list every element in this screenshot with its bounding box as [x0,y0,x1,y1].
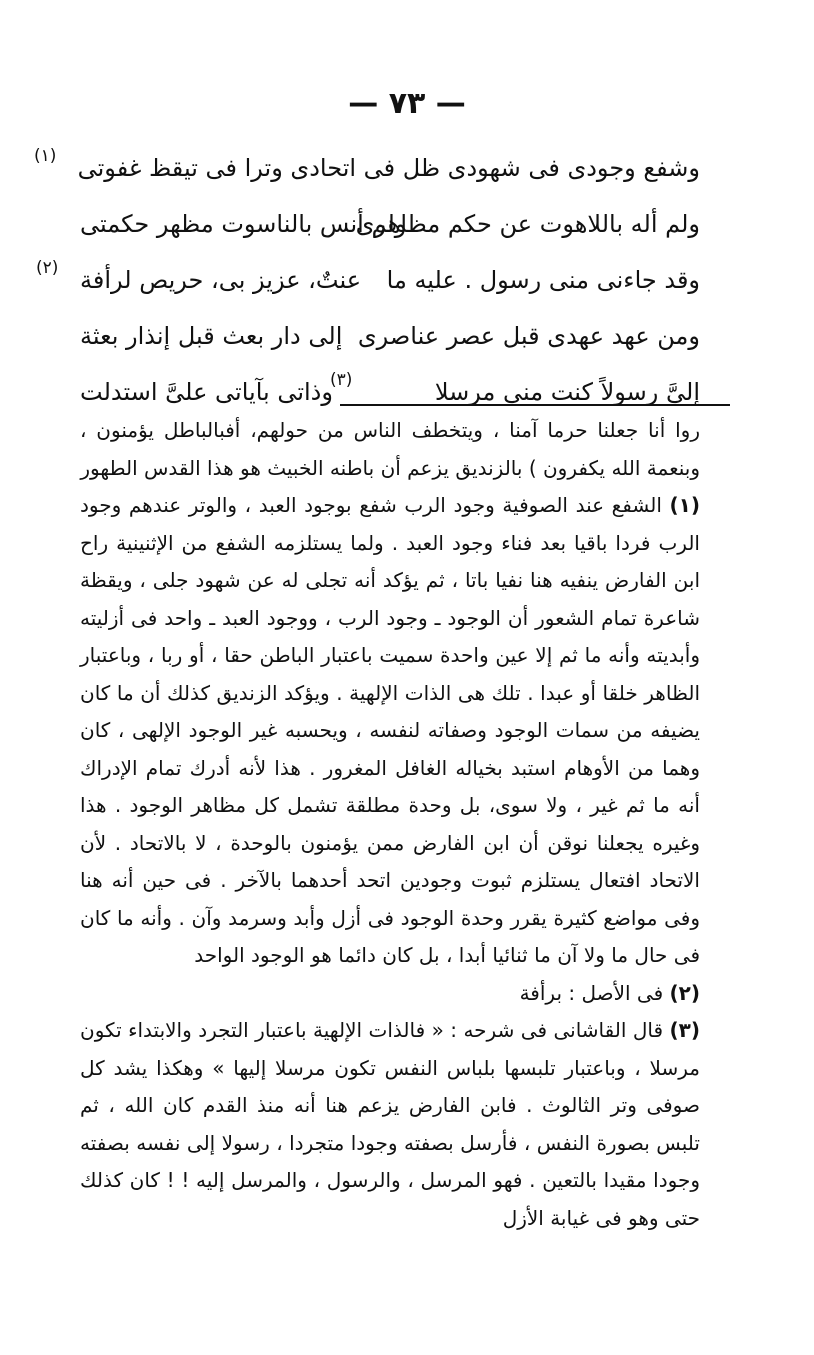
footnote-1 [80,487,700,975]
footnote-number: (٢) [669,980,700,1005]
verse-text: وشفع وجودى فى شهودى ظل فى اتحادى وترا فى تيقظ غفوتى [77,154,700,182]
verse-second-hemistich: إلى دار بعث قبل إنذار بعثة [80,322,343,350]
footnote-marker: (٣) [330,370,353,390]
footnote-number: (٣) [669,1018,700,1042]
verse-second-hemistich: ولم أنس بالناسوت مظهر حكمتى [80,210,407,238]
footnotes [80,412,700,1237]
verse-line [80,204,700,260]
verse-second-hemistich: وذاتى بآياتى علىَّ استدلت [80,378,333,406]
verse-line [34,146,700,204]
verse-first-hemistich: ومن عهد عهدى قبل عصر عناصرى [357,322,700,350]
footnote-text: الشفع عند الصوفية وجود الرب شفع بوجود العبد ، والوتر عندهم وجود الرب فردا باقيا بعد فناء وجود العبد . ولما يستلزمه الشفع من الإثنينية راح ابن الفارض ينفيه هنا نفيا باتا ، ثم يؤكد أنه تجلى له عن شهود جلى ، ويقظة شاعرة تمام الشعور أن الوجود ـ وجود الرب ، ووجود العبد ـ واحد فى أزليته وأبديته وأنه ما ثم إلا عين واحدة سميت باعتبار الباطن حقا ، أو ربا ، وباعتبار الظاهر خلقا أو عبدا . تلك هى الذات الإلهية . ويؤكد الزنديق كذلك أن ما كان يضيفه من سمات الوجود وصفاته لنفسه ، ويحسبه غير الوجود الإلهى ، كان وهما من الأوهام استبد بخياله الغافل المغرور . هذا لأنه أدرك تمام الإدراك أنه ما ثم غير ، ولا سوى، بل وحدة مطلقة تشمل كل مظاهر الوجود . هذا وغيره يجعلنا نوقن أن ابن الفارض ممن يؤمنون بالوحدة ، لا بالاتحاد . لأن الاتحاد افتعال يستلزم ثبوت وجودين اتحد أحدهما بالآخر . فى حين أنه هنا وفى مواضع كثيرة يقرر وحدة الوجود فى أزل وأبد وسرمد وآن . وأنه ما كان فى حال ما ولا آن ما ثنائيا أبدا ، بل كان دائما هو الوجود الواحد [80,493,700,967]
verse-second-hemistich: عنتٌ، عزيز بى، حريص لرأفة [80,266,362,294]
verse-first-hemistich: إلىَّ رسولاً كنت منى مرسلا [434,378,700,406]
footnote-text: فى الأصل : برأفة [519,980,664,1005]
verse-line [36,258,700,316]
footnote-number: (١) [669,493,701,517]
page-number: — ٧٣ — [348,86,466,121]
footnote-continuation: روا أنا جعلنا حرما آمنا ، ويتخطف الناس من حولهم، أفبالباطل يؤمنون ، وبنعمة الله يكفرون ) بالزنديق يزعم أن باطنه الخبيث هو هذا القدس الطهور [80,418,700,480]
footnote-3 [80,1012,700,1237]
footnote-2 [80,975,700,1013]
poem-verses [34,146,700,428]
verse-first-hemistich: ولم أله باللاهوت عن حكم مظاهرى [355,210,700,238]
footnote-divider [340,404,730,406]
footnote-text: قال القاشانى فى شرحه : « فالذات الإلهية باعتبار التجرد والابتداء تكون مرسلا ، وباعتبار تلبسها بلباس النفس تكون مرسلا إليها » وهكذا يشد كل صوفى وتر الثالوث . فابن الفارض يزعم هنا أنه منذ القدم كان الله ، ثم تلبس بصورة النفس ، فأرسل بصفته وجودا متجردا ، رسولا إلى نفسه بصفته وجودا مقيدا بالتعين . فهو المرسل ، والرسول ، والمرسل إليه ! ! كان كذلك حتى وهو فى غيابة الأزل [80,1018,700,1230]
footnote-marker: (١) [34,146,57,166]
verse-line [80,316,700,372]
footnote-marker: (٢) [36,258,59,278]
verse-first-hemistich: وقد جاءنى منى رسول . عليه ما [386,266,700,294]
